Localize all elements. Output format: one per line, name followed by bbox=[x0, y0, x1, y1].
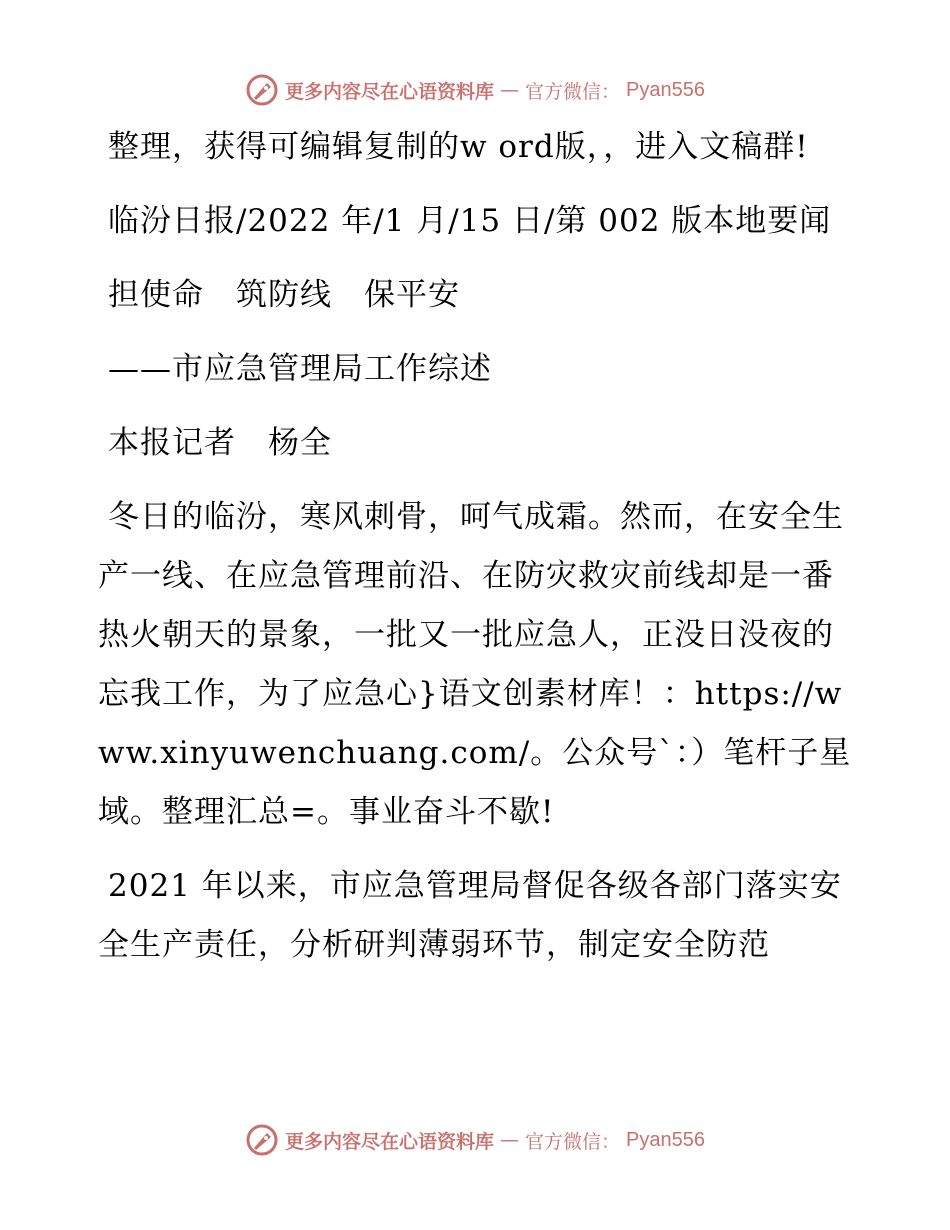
paragraph-body-1: 冬日的临汾，寒风刺骨，呵气成霜。然而，在安全生产一线、在应急管理前沿、在防灾救灾前线却是一番热火朝天的景象，一批又一批应急人，正没日没夜的忘我工作，为了应急心}语文创素材库！：https://www.xinyuwenchuang.com/。公众号`：）笔杆子星域。整理汇总=。事业奋斗不歇! bbox=[98, 499, 852, 830]
document-body bbox=[98, 118, 858, 990]
watermark-dash: — bbox=[500, 79, 520, 101]
article-subtitle: ——市应急管理局工作综述 bbox=[108, 351, 492, 387]
paragraph-source: 临汾日报/2022 年/1 月/15 日/第 002 版本地要闻 bbox=[108, 203, 832, 239]
watermark-text: 更多内容尽在心语资料库 bbox=[285, 80, 495, 103]
article-title: 担使命 筑防线 保平安 bbox=[108, 277, 460, 313]
watermark-footer bbox=[0, 1120, 950, 1160]
watermark-wechat-label: 官方微信： bbox=[525, 80, 621, 103]
watermark-wechat-id: Pyan556 bbox=[626, 1128, 705, 1151]
paragraph-body-2: 2021 年以来，市应急管理局督促各级各部门落实安全生产责任，分析研判薄弱环节，制定安全防范 bbox=[98, 868, 842, 963]
watermark-dash: — bbox=[500, 1129, 520, 1151]
watermark-wechat-label: 官方微信： bbox=[525, 1130, 621, 1153]
pen-nib-logo-icon bbox=[245, 1123, 279, 1157]
watermark-text: 更多内容尽在心语资料库 bbox=[285, 1130, 495, 1153]
pen-nib-logo-icon bbox=[245, 73, 279, 107]
paragraph-intro: 整理，获得可编辑复制的w ord版，，进入文稿群! bbox=[108, 129, 809, 165]
watermark-header bbox=[0, 70, 950, 110]
watermark-wechat-id: Pyan556 bbox=[626, 78, 705, 101]
article-byline: 本报记者 杨全 bbox=[108, 425, 332, 461]
